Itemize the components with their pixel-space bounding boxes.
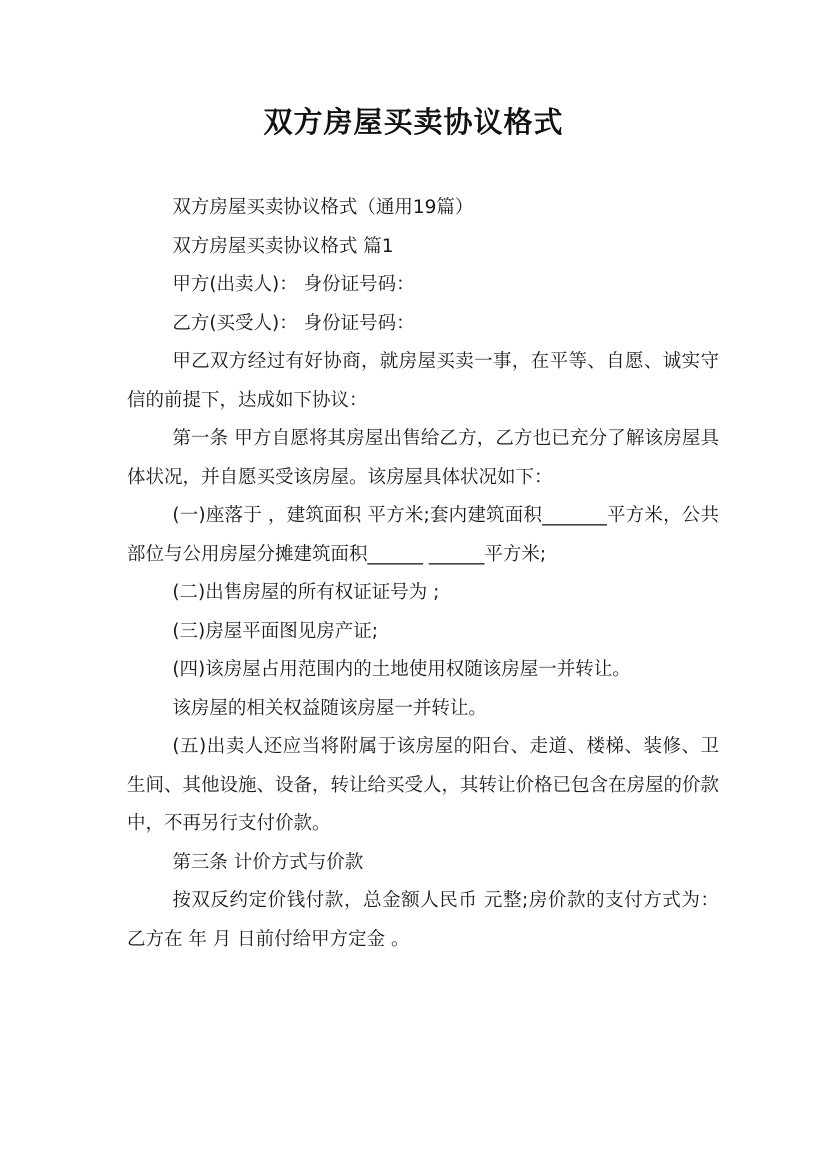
paragraph-item-1: (一)座落于 ，建筑面积 平方米;套内建筑面积_______平方米，公共部位与公用房屋分摊建筑面积______ ______平方米; (127, 505, 719, 565)
document-title: 双方房屋买卖协议格式 (263, 105, 564, 139)
paragraph-item-3: (三)房屋平面图见房产证; (172, 620, 378, 642)
paragraph-item-2: (二)出售房屋的所有权证证号为 ; (172, 582, 440, 603)
paragraph-party-b: 乙方(买受人)： 身份证号码： (172, 312, 415, 334)
paragraph-clause-1: 第一条 甲方自愿将其房屋出售给乙方，乙方也已充分了解该房屋具体状况，并自愿买受该房屋。该房屋具体状况如下： (127, 428, 719, 488)
paragraph-item-4: (四)该房屋占用范围内的土地使用权随该房屋一并转让。 (172, 659, 631, 680)
paragraph-preamble: 甲乙双方经过有好协商，就房屋买卖一事，在平等、自愿、诚实守信的前提下，达成如下协议： (127, 351, 719, 411)
paragraph-item-5: (五)出卖人还应当将附属于该房屋的阳台、走道、楼梯、装修、卫生间、其他设施、设备，转让给买受人，其转让价格已包含在房屋的价款中，不再另行支付价款。 (127, 736, 720, 834)
paragraph-payment: 按双反约定价钱付款，总金额人民币 元整;房价款的支付方式为：乙方在 年 月 日前付给甲方定金 。 (127, 890, 719, 950)
paragraph-party-a: 甲方(出卖人)： 身份证号码： (172, 274, 415, 295)
paragraph-article-heading: 双方房屋买卖协议格式 篇1 (172, 235, 394, 257)
paragraph-rights: 该房屋的相关权益随该房屋一并转让。 (172, 697, 487, 719)
paragraph-subtitle: 双方房屋买卖协议格式（通用19篇） (172, 197, 474, 218)
document-body (127, 189, 719, 959)
paragraph-clause-3: 第三条 计价方式与价款 (172, 851, 364, 873)
